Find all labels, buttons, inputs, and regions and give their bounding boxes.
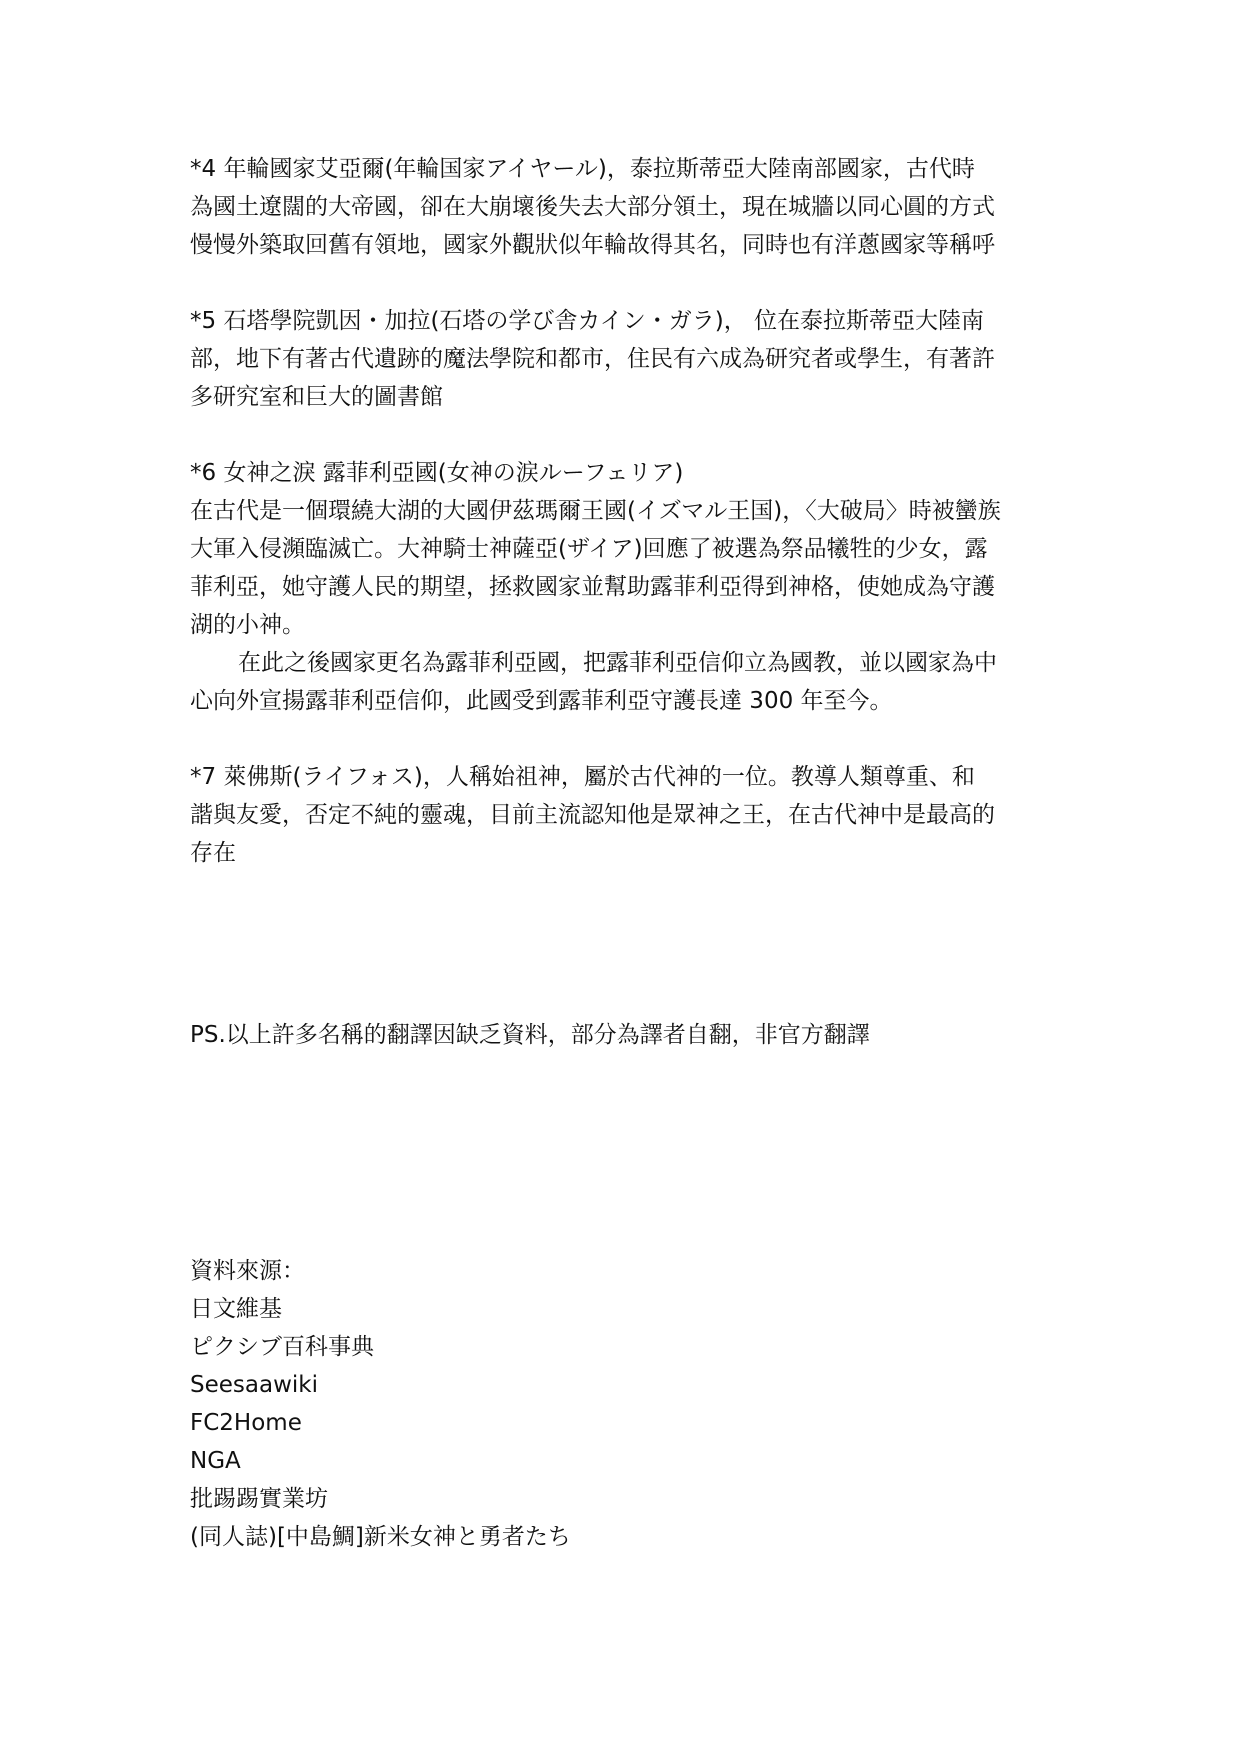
- footnote-line: 部，地下有著古代遺跡的魔法學院和都市，住民有六成為研究者或學生，有著許: [190, 346, 995, 372]
- footnote-line: 多研究室和巨大的圖書館: [190, 384, 443, 410]
- translator-note: [190, 1016, 1060, 1054]
- footnote-line: *7 萊佛斯(ライフォス)，人稱始祖神，屬於古代神的一位。教導人類尊重、和: [190, 764, 975, 790]
- footnote-line: 湖的小神。: [190, 612, 305, 638]
- ps-text: PS.以上許多名稱的翻譯因缺乏資料，部分為譯者自翻，非官方翻譯: [190, 1022, 870, 1048]
- footnote-line: 在古代是一個環繞大湖的大國伊茲瑪爾王國(イズマル王国)，〈大破局〉時被蠻族: [190, 498, 1001, 524]
- sources-list: [190, 1252, 1060, 1556]
- source-item: FC2Home: [190, 1410, 302, 1436]
- sources-heading: 資料來源：: [190, 1258, 305, 1284]
- footnote-line-indented: 在此之後國家更名為露菲利亞國，把露菲利亞信仰立為國教，並以國家為中: [238, 650, 997, 676]
- footnote-5: [190, 302, 1060, 416]
- source-item: 日文維基: [190, 1296, 282, 1322]
- footnote-line: 菲利亞，她守護人民的期望，拯救國家並幫助露菲利亞得到神格，使她成為守護: [190, 574, 995, 600]
- footnote-line: *4 年輪國家艾亞爾(年輪国家アイヤール)，泰拉斯蒂亞大陸南部國家，古代時: [190, 156, 975, 182]
- footnote-7: [190, 758, 1060, 872]
- footnote-line: 為國土遼闊的大帝國，卻在大崩壞後失去大部分領土，現在城牆以同心圓的方式: [190, 194, 995, 220]
- source-item: Seesaawiki: [190, 1372, 318, 1398]
- footnote-line: 心向外宣揚露菲利亞信仰，此國受到露菲利亞守護長達 300 年至今。: [190, 688, 893, 714]
- footnote-line: 慢慢外築取回舊有領地，國家外觀狀似年輪故得其名，同時也有洋蔥國家等稱呼: [190, 232, 995, 258]
- source-item: NGA: [190, 1448, 241, 1474]
- source-item: 批踢踢實業坊: [190, 1486, 328, 1512]
- source-item: ピクシブ百科事典: [190, 1334, 374, 1360]
- footnote-line: 大軍入侵瀕臨滅亡。大神騎士神薩亞(ザイア)回應了被選為祭品犧牲的少女，露: [190, 536, 988, 562]
- footnote-heading: *6 女神之淚 露菲利亞國(女神の涙ルーフェリア): [190, 460, 684, 486]
- footnote-line: 存在: [190, 840, 236, 866]
- footnote-6: [190, 454, 1060, 720]
- footnote-line: 諧與友愛，否定不純的靈魂，目前主流認知他是眾神之王，在古代神中是最高的: [190, 802, 995, 828]
- footnote-4: [190, 150, 1060, 264]
- source-item: (同人誌)[中島鯛]新米女神と勇者たち: [190, 1524, 571, 1550]
- footnote-line: *5 石塔學院凱因・加拉(石塔の学び舎カイン・ガラ)， 位在泰拉斯蒂亞大陸南: [190, 308, 985, 334]
